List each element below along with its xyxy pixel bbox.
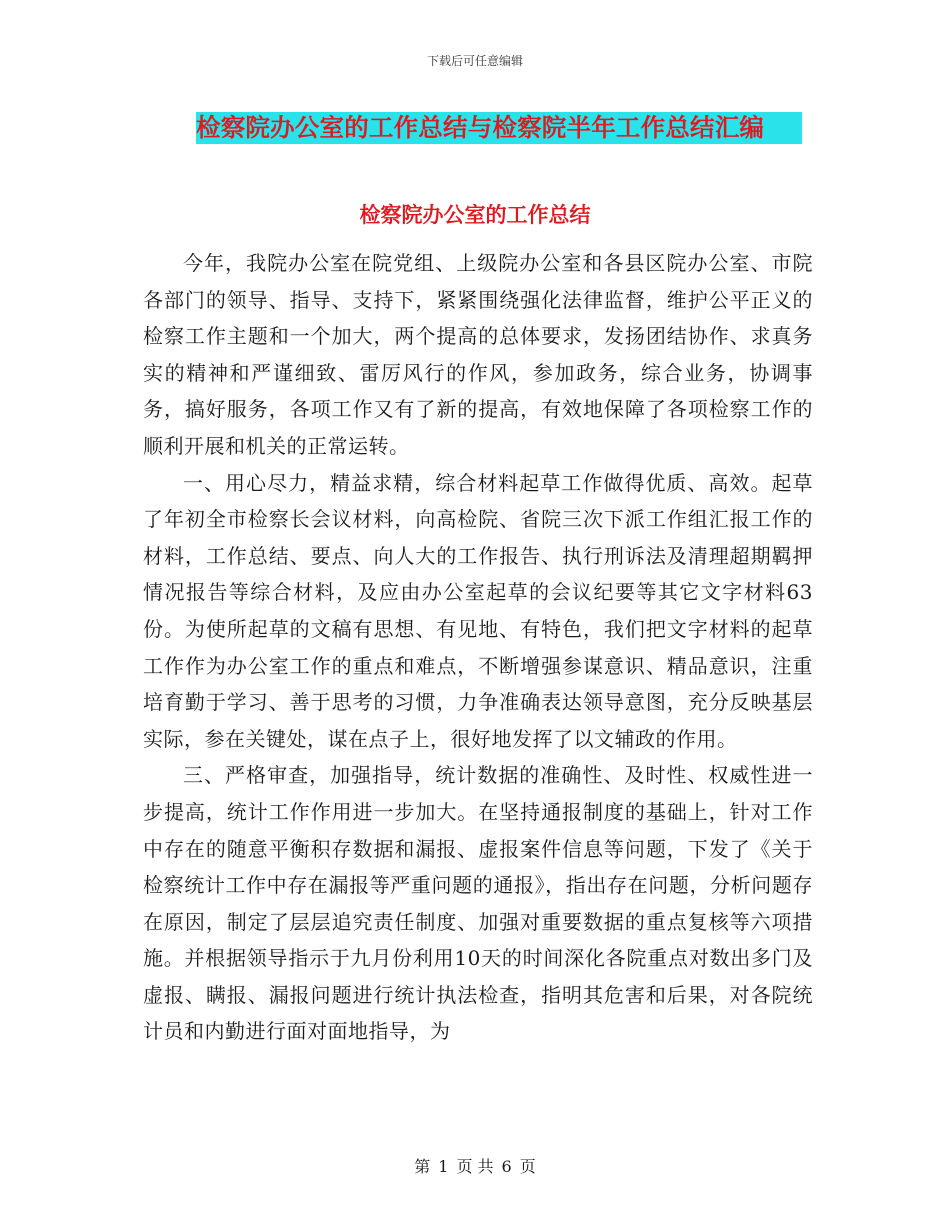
footer-middle: 页 共 — [456, 1157, 494, 1176]
paragraph: 一、用心尽力，精益求精，综合材料起草工作做得优质、高效。起草了年初全市检察长会议材料，向高检院、省院三次下派工作组汇报工作的材料，工作总结、要点、向人大的工作报告、执行刑诉法及清理超期羁押情况报告等综合材料，及应由办公室起草的会议纪要等其它文字材料63份。为使所起草的文稿有思想、有见地、有特色，我们把文字材料的起草工作作为办公室工作的重点和难点，不断增强参谋意识、精品意识，注重培育勤于学习、善于思考的习惯，力争准确表达领导意图，充分反映基层实际，参在关键处，谋在点子上，很好地发挥了以文辅政的作用。 — [143, 470, 813, 751]
page-footer — [0, 1154, 950, 1177]
body-text — [143, 245, 813, 1050]
page-current: 1 — [438, 1157, 449, 1176]
footer-prefix: 第 — [414, 1157, 431, 1176]
page-total: 6 — [501, 1157, 512, 1176]
header-note: 下载后可任意编辑 — [426, 54, 523, 68]
paragraph: 三、严格审查，加强指导，统计数据的准确性、及时性、权威性进一步提高，统计工作作用进一步加大。在坚持通报制度的基础上，针对工作中存在的随意平衡积存数据和漏报、虚报案件信息等问题，下发了《关于检察统计工作中存在漏报等严重问题的通报》，指出存在问题，分析问题存在原因，制定了层层追究责任制度、加强对重要数据的重点复核等六项措施。并根据领导指示于九月份利用10天的时间深化各院重点对数出多门及虚报、瞒报、漏报问题进行统计执法检查，指明其危害和后果，对各院统计员和内勤进行面对面地指导，为 — [143, 763, 813, 1044]
footer-suffix: 页 — [519, 1157, 536, 1176]
document-title: 检察院办公室的工作总结与检察院半年工作总结汇编 — [196, 112, 802, 144]
section-title: 检察院办公室的工作总结 — [359, 202, 591, 227]
paragraph: 今年，我院办公室在院党组、上级院办公室和各县区院办公室、市院各部门的领导、指导、支持下，紧紧围绕强化法律监督，维护公平正义的检察工作主题和一个加大，两个提高的总体要求，发扬团结协作、求真务实的精神和严谨细致、雷厉风行的作风，参加政务，综合业务，协调事务，搞好服务，各项工作又有了新的提高，有效地保障了各项检察工作的顺利开展和机关的正常运转。 — [143, 251, 813, 458]
